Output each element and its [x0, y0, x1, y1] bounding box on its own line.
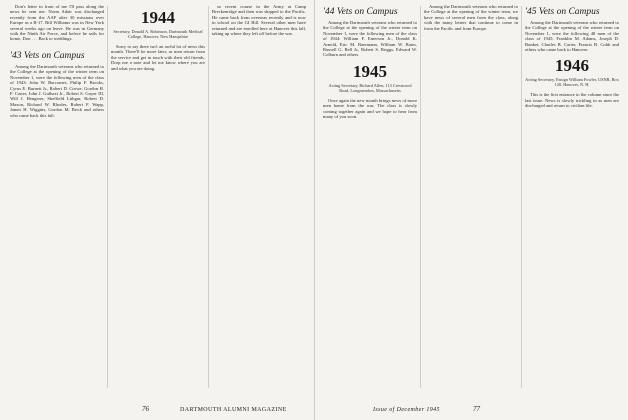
- column-divider: [420, 6, 421, 388]
- left-column-1: [10, 4, 104, 392]
- column-text: Among the Dartmouth veterans who returned to the College at the opening of the winter term on November 1, were the following 48 men of the class of 1945: Franklin M. Adams, Joseph D. Bunker, Charles B. Carter, Francis B. Cobb and others who came back to Hanover.: [525, 20, 619, 53]
- class-secretary: Acting Secretary, Ensign William Fowler, USNR, Box 120, Hanover, N. H.: [525, 77, 619, 88]
- page-footer: DARTMOUTH ALUMNI MAGAZINE: [180, 407, 287, 413]
- section-heading: '45 Vets on Campus: [525, 7, 600, 17]
- class-year-heading: 1946: [555, 56, 589, 76]
- column-divider: [208, 6, 209, 388]
- column-text: Among the Dartmouth veterans who returned to the College at the opening of the winter term on November 1, were the following men of the class of 1943: John W. Barcomes, Philip F. Brooks, Cyrus E. Burnett Jr., Robert D. Crowe, Gordon H. F. Carter, John J. Gulhaxt Jr., Robert S. Guyer III, Will J. Hengerer, Sheffield Lithgar, Robert D. Maxon, Richard W. Rhodes, Robert F. Wapp, James H. Wiggins, Gordon M. Brick and others who came back this fall.: [10, 64, 104, 118]
- page-number: 76: [142, 405, 149, 413]
- class-year-heading: 1945: [353, 61, 387, 81]
- right-page: [314, 0, 628, 420]
- page-footer: Issue of December 1945: [373, 407, 440, 413]
- section-heading: '44 Vets on Campus: [323, 7, 398, 17]
- section-heading: '43 Vets on Campus: [10, 51, 85, 62]
- page-number: 77: [473, 405, 480, 413]
- column-divider: [521, 6, 522, 388]
- left-column-2: [111, 4, 205, 392]
- class-year-heading: 1944: [141, 8, 175, 27]
- column-text: Among the Dartmouth veterans who returned to the College at the opening of the winter term, we have news of several men from the class, along with the many letters that continue to come in from the Pacific and from Europe.: [424, 4, 518, 31]
- left-column-3: [212, 4, 306, 392]
- right-column-2: [424, 4, 518, 392]
- column-text: Once again the new month brings news of more men home from the war. The class is slowly coming together again and we hope to hear from many of you soon.: [323, 97, 417, 120]
- right-column-3: [525, 4, 619, 392]
- class-secretary: Secretary, Donald A. Robinson, Dartmouth Medical College, Hanover, New Hampshire: [113, 29, 203, 39]
- column-text: Don's letter in front of me I'll pass along the news he sent me. Norm Adair was discharged recently from the AAF after 30 missions over Europe as a B-17. Bill Williams was in New York several weeks ago on leave. He was in Germany with the Ninth Air Force, and before he sails for home, Don . . . Back to weddings.: [10, 4, 104, 42]
- column-text: Among the Dartmouth veterans who returned to the College at the opening of the winter term on November 1, were the following men of the class of 1944: William F. Emerson Jr., Donald K. Arnold, Eric M. Baermann, William W. Bates, Russell G. Bell Jr., Robert S. Briggs, Edward W. Colburn and others.: [323, 20, 417, 58]
- column-text: This is the first entrance to the column since the last issue. News is slowly trickling in as men are discharged and return to civilian life.: [525, 92, 619, 109]
- right-column-1: [323, 4, 417, 392]
- column-text: so recent course in the Army at Camp Breckenridge and then was shipped to the Pacific. He came back from overseas recently and is now in school on the GI Bill. Several other men have returned and are enrolled here at Hanover this fall, taking up where they left off before the war.: [212, 4, 306, 37]
- column-text: Sorry to say there isn't an awful lot of news this month. There'll be more later, as men return from the service and get in touch with their old friends. Drop me a note and let me know where you are and what you are doing.: [111, 44, 205, 71]
- class-secretary: Acting Secretary, Richard Allen, 113 Crestwood Road, Longmeadow, Massachusetts: [328, 82, 412, 93]
- column-divider: [107, 6, 108, 388]
